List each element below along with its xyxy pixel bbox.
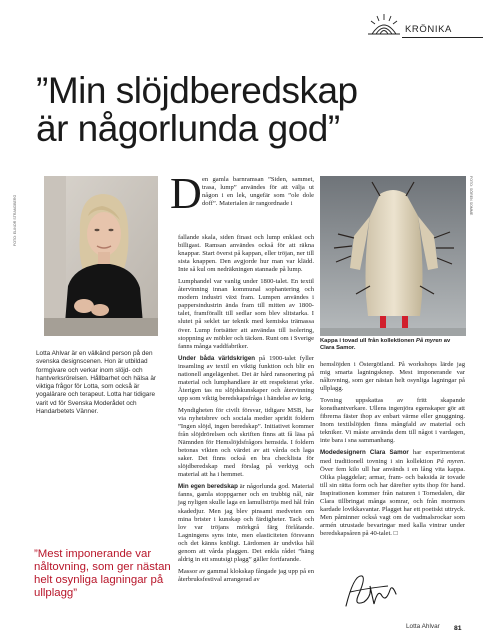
paragraph: hemslöjden i Östergötland. På workshops lärde jag mig smarta lagningsknep. Mest imponerande var nåltovning, som ger nästan helt osynliga lagningar på ullplagg. [320,361,465,393]
paragraph-text: . Över fem kilo ull har används i en lång vita kappa. Olika plaggdelar; armar, fram- och baksida är tovade till sin rätta form och har därefter sytts ihop för hand. Inspirationen kommer från naturen i Tornedalen, där Clara tillbringat många somrar, och från mormors kardade lovikkavantar. Plagget har ett poetiskt uttryck. Men påminner också vagt om de vadmalsrockar som armén utrustade bevaringar med kalla vintrar under beredskapsåren på 40-talet. [320,457,465,537]
author-name: Lotta Ahlvar [406,623,440,630]
paragraph [178,483,314,563]
paragraph-lead: Min egen beredskap [178,483,238,491]
article-column-right [320,361,465,542]
collection-title: På myren [436,457,464,465]
headline [36,72,476,148]
sculpture-caption-title: På myren [416,338,443,344]
paragraph: Lumphandel var vanlig under 1800-talet. En textil återvinning innan kommunal sophantering och modern industri växt fram. Lumpen användes i pappersindustrin ända fram till mitten av 1800-talet, framförallt till sedlar som blev slitstarka. I slutet på seklet tar teknik med kemiska trämassa över. Lump fortsätter att användas till isolering, stoppning av möbler och täcken. Runt om i Sverige fanns många vaddfabriker. [178,278,314,350]
drop-cap: D [170,169,202,218]
portrait-caption: Lotta Ahlvar är en välkänd person på den svenska designscenen. Hon är utbildad formgivare och verkar inom slöjd- och hantverksrörelsen. Hållbarhet och hälsa är viktiga frågor för Lotta, som också är yogalärare och terapeut. Lotta har tidigare varit vd för Svenska Moderådet och Handarbetets Vänner. [36,350,157,416]
wool-coat-sculpture-photo [320,176,466,336]
paragraph-lead: Under båda världskrigen [178,354,256,362]
paragraph-text: har experimenterat med traditionell tovning i sin kollektion [320,449,465,465]
headline-line-1: ”Min slöjdberedskap [36,70,358,111]
paragraph: fallande skala, siden finast och lump enklast och billigast. Ramsan användes också för att räkna knappar. Start överst på kappan, eller tröjan, ner till sista knappen. Den avgjorde hur man var klädd. Inte så kul om nedräkningen stannade på lump. [178,234,314,274]
handwritten-signature [342,566,402,614]
paragraph: Myndigheten för civilt försvar, tidigare MSB, har via nyhetsbrev och sociala medier spridit foldern ”Ingen slöjd, ingen beredskap”. Initiativet kommer från slöjdrörelsen och skriften finns att få läsa på Nämnden för Hemslöjdsfrågors hemsida. I foldern betonas vikten och värdet av att vårda och laga saker. Det finns också en bra checklista för slöjdberedskap med förslag på verktyg och material att ha i hemmet. [178,406,314,479]
paragraph-lead: Modedesignern Clara Samor [320,449,409,457]
sculpture-caption-tail: av Clara Samor. [320,338,451,351]
sculpture-caption [320,338,460,352]
paragraph-text: är någorlunda god. Material fanns, gamla stoppgarner och en trubbig nål, när jag nyligen skulle laga en lamullströja med hål från skadedjur. Men jag blev pinsamt medveten om mina brister i kunskap och färdigheter. Tack och lov var tröjans mörkgrå färg förlåtande. Lagningens syns inte, men elasticiteten försvann och det känns knöligt. Lärdomen är undvika hål genom att vårda plaggen. Det enkla rådet ”häng aldrig in ett smutsigt plagg” gäller fortfarande. [178,483,314,563]
pull-quote: ”Mest imponerande var nåltovning, som ger nästan helt osynliga lagningar på ullplagg” [34,548,171,599]
paragraph-text: på 1900-talet fyller insamling av textil en viktig funktion och blir en nationell angelägenhet. Det är hård ransonering på material och lumphandlare är ett respekterat yrke. Återigen tas nu slöjdskunskaper och återvinning upp som viktig beredskapsfråga i händelse av krig. [178,354,314,402]
portrait-photo-credit: FOTO: ELINOR STRANDBERG [13,194,17,246]
sculpture-caption-lead: Kappa i tovad ull från kollektionen [320,338,416,344]
end-mark: □ [393,529,398,537]
page-number: 81 [454,625,462,632]
paragraph: Massor av gammal klokskap fångade jag upp på en återbruksfestival arrangerad av [178,567,314,583]
article-column-middle [178,234,314,588]
header-rule [402,37,483,38]
portrait-photo [44,176,158,336]
section-label: KRÖNIKA [405,24,452,35]
headline-line-2: är någorlunda god” [36,108,340,149]
paragraph: Tovning uppskattas av fritt skapande konsthantverkare. Ullens ingenjöra egenskaper gör att fibrerna fäster ihop av enbart värme eller gnuggning. Inom textilslöjden finns mångfald av material och tekniker. Vi måste använda dem till något i vardagen, inte bara i sna sammanhang. [320,397,465,445]
paragraph [178,355,314,403]
article-intro: en gamla barnramsan ”Siden, sammet, trasa, lump” användes för att välja ut någon i en lek, ungefär som ”ole dole doff”. Materialen är rangordnade i [202,176,314,208]
paragraph [320,449,465,538]
yarn-ball-illustration-icon [366,12,402,38]
sculpture-photo-credit: FOTO: SÖREN SOMME [469,176,473,216]
